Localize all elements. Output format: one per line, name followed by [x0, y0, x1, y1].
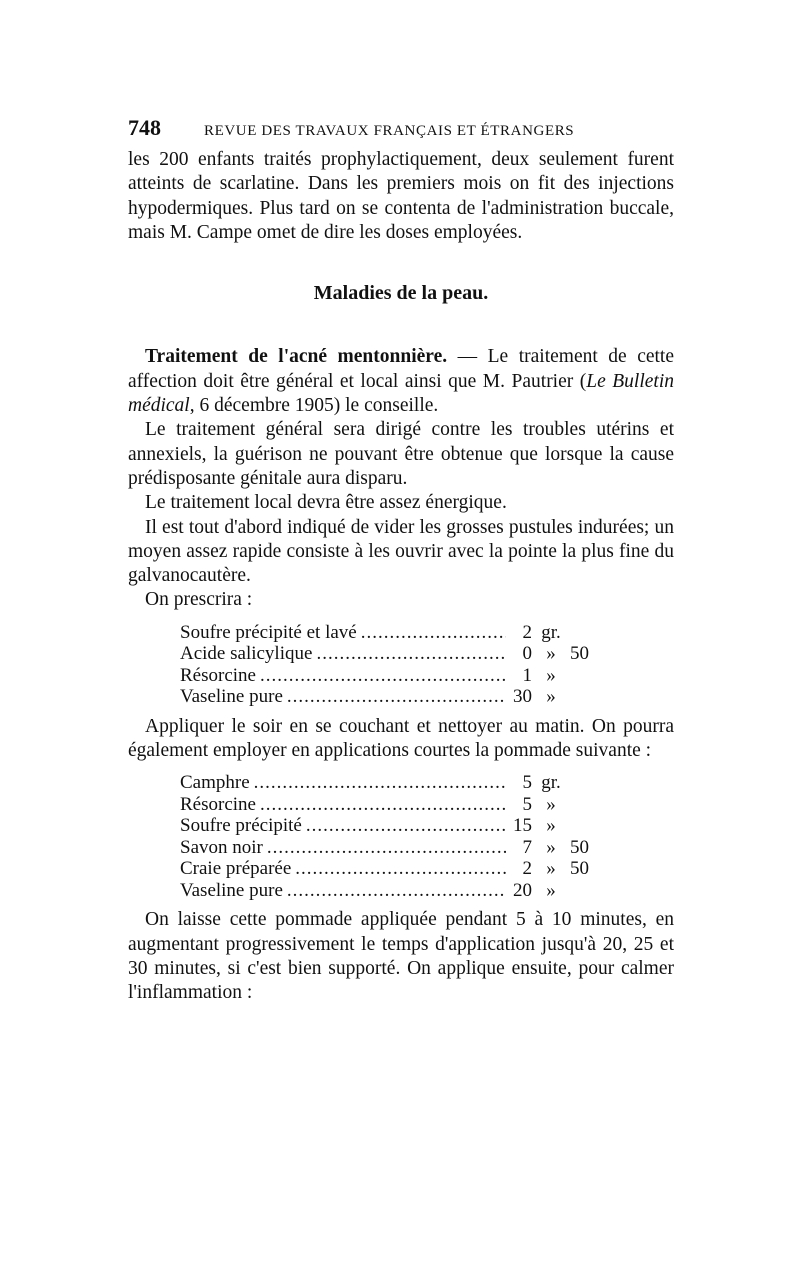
recipe-row	[180, 879, 604, 901]
leader-dots	[287, 685, 506, 709]
ingredient-fraction: 50	[570, 643, 589, 665]
ingredient-unit: »	[546, 858, 556, 880]
ingredient-quantity: 7	[522, 836, 532, 858]
ingredient-quantity: 0	[522, 643, 532, 665]
ingredient-unit: »	[546, 836, 556, 858]
leader-dots	[287, 879, 506, 903]
ingredient-quantity: 2	[522, 858, 532, 880]
paragraph-final: On laisse cette pommade appliquée pendant 5 à 10 minutes, en augmentant progressivement le temps d'application jusqu'à 20, 25 et 30 minutes, si c'est bien supporté. On applique ensuite, pour calmer l'inflammation :	[128, 909, 674, 1004]
recipe-row	[180, 814, 604, 836]
ingredient-unit: »	[546, 686, 556, 708]
ingredient-quantity: 20	[513, 879, 532, 901]
ingredient-fraction: 50	[570, 858, 589, 880]
document-page	[128, 116, 674, 1006]
prescription-recipe-1	[180, 621, 604, 707]
recipe-row	[180, 836, 604, 858]
section-title: Maladies de la peau.	[313, 282, 489, 305]
ingredient-unit: »	[546, 643, 556, 665]
ingredient-name: Acide salicylique	[180, 643, 313, 665]
paragraph-continuation: les 200 enfants traités prophylactiquement, deux seulement furent atteints de scarlatine. Dans les premiers mois on fit des injections hypodermiques. Plus tard on se contenta de l'administration buccale, mais M. Campe omet de dire les doses employées.	[128, 149, 674, 243]
ingredient-name: Soufre précipité et lavé	[180, 621, 357, 643]
ingredient-name: Savon noir	[180, 836, 263, 858]
running-head: REVUE DES TRAVAUX FRANÇAIS ET ÉTRANGERS	[204, 123, 575, 139]
article-title: Traitement de l'acné mentonnière.	[145, 346, 448, 368]
ingredient-unit: »	[546, 815, 556, 837]
ingredient-name: Craie préparée	[180, 858, 292, 880]
article-intro-text: — Le traitement de cette affection doit être général et local ainsi que M. Pautrier (	[128, 346, 674, 392]
page-header	[128, 116, 674, 148]
ingredient-quantity: 5	[522, 772, 532, 794]
ingredient-quantity: 1	[522, 664, 532, 686]
ingredient-name: Résorcine	[180, 664, 256, 686]
recipe-row	[180, 857, 604, 879]
ingredient-quantity: 5	[522, 793, 532, 815]
ingredient-name: Camphre	[180, 772, 250, 794]
page-number: 748	[128, 115, 161, 140]
paragraph-general-treatment: Le traitement général sera dirigé contre les troubles utérins et annexiels, la guérison ne pouvant être obtenue que lorsque la cause prédisposante génitale aura disparu.	[128, 419, 674, 489]
recipe-row	[180, 621, 604, 643]
ingredient-name: Vaseline pure	[180, 879, 283, 901]
recipe-row	[180, 685, 604, 707]
article-intro-paragraph	[128, 345, 674, 418]
ingredient-unit: »	[546, 879, 556, 901]
prescription-recipe-2	[180, 771, 604, 900]
article-source: Le Bulletin médical	[128, 370, 674, 417]
paragraph-application: Appliquer le soir en se couchant et nettoyer au matin. On pourra également employer en applications courtes la pommade suivante :	[128, 715, 674, 762]
ingredient-quantity: 2	[522, 621, 532, 643]
recipe-row	[180, 642, 604, 664]
article-after-source: , 6 décembre 1905) le conseille.	[189, 395, 439, 417]
ingredient-quantity: 30	[513, 686, 532, 708]
recipe-row	[180, 793, 604, 815]
ingredient-name: Résorcine	[180, 793, 256, 815]
ingredient-unit: gr.	[541, 621, 561, 643]
ingredient-unit: gr.	[541, 772, 561, 794]
ingredient-unit: »	[546, 793, 556, 815]
ingredient-name: Soufre précipité	[180, 815, 302, 837]
recipe-row	[180, 771, 604, 793]
ingredient-name: Vaseline pure	[180, 686, 283, 708]
paragraph-local-treatment: Le traitement local devra être assez énergique.	[145, 492, 507, 514]
paragraph-prescription-intro: On prescrira :	[145, 589, 253, 611]
recipe-row	[180, 664, 604, 686]
ingredient-quantity: 15	[513, 815, 532, 837]
paragraph-pustules: Il est tout d'abord indiqué de vider les grosses pustules indurées; un moyen assez rapide consiste à les ouvrir avec la pointe la plus fine du galvanocautère.	[128, 516, 674, 587]
ingredient-unit: »	[546, 664, 556, 686]
ingredient-fraction: 50	[570, 836, 589, 858]
